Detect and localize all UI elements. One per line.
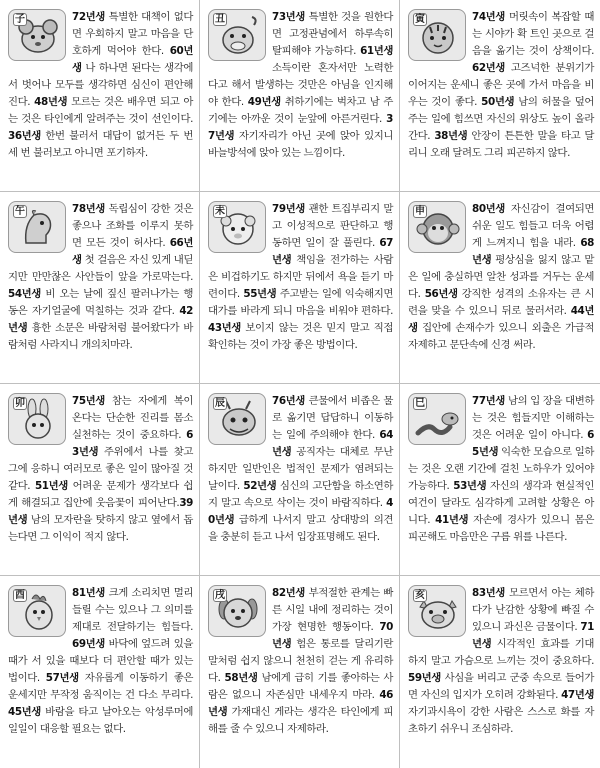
tiger-icon (408, 9, 466, 61)
fortune-line: 고즈넉한 분위기가 이어지는 운세니 좋은 곳에 가서 마음을 비우는 것이 좋다. (408, 62, 594, 108)
zodiac-cell-dog (200, 576, 400, 768)
fortune-line: 취하기에는 벅차고 남 주기에는 아까운 것이 눈앞에 아른거린다. (208, 96, 394, 125)
birth-year: 44년생 (408, 305, 594, 334)
birth-year: 80년생 (472, 203, 505, 215)
fortune-line: 참는 자에게 복이 온다는 단순한 진리를 몸소 실천하는 것이 중요하다. (72, 395, 193, 441)
zodiac-cell-dragon (200, 384, 400, 576)
fortune-line: 괜한 트집부리지 말고 이성적으로 판단하고 행동하면 일이 잘 풀린다. (272, 203, 393, 249)
rat-icon (8, 9, 66, 61)
birth-year: 79년생 (272, 203, 305, 215)
zodiac-cell-monkey (400, 192, 600, 384)
dog-icon (208, 585, 266, 637)
fortune-line: 남에게 급히 기를 좋아하는 사람은 없으니 자존심만 내세우지 마라. (208, 672, 394, 701)
zodiac-label: 午 (15, 206, 25, 217)
fortune-line: 보이지 않는 것은 믿지 말고 직접 확인하는 것이 가장 좋은 방법이다. (208, 322, 393, 351)
fortune-line: 험은 통로를 달리기란 말처럼 쉽지 않으니 천천히 걷는 게 유리하다. (208, 638, 393, 684)
fortune-line: 특별한 것을 원한다면 고정관념에서 하루속히 탈피해야 가능하다. (272, 11, 393, 57)
birth-year: 50년생 (481, 96, 515, 108)
fortune-line: 바람을 타고 날아오는 악성루머에 일일이 대응할 필요는 없다. (8, 706, 194, 735)
fortune-line: 주위에서 나를 찾고 그에 응하니 여러모로 좋은 일이 많아질 것 같다. (8, 446, 194, 492)
birth-year: 66년생 (72, 237, 193, 266)
fortune-line: 소득이란 혼자서만 노력한다고 해서 발생하는 것만은 아님을 인지해야 한다. (208, 62, 393, 108)
fortune-line: 독립심이 강한 것은 좋으나 조화를 이루지 못하면 모든 것이 허사다. (72, 203, 193, 249)
fortune-line: 집안에 손재수가 있으니 외출은 가급적 자제하고 문단속에 신경 써라. (408, 322, 594, 351)
birth-year: 77년생 (472, 395, 505, 407)
birth-year: 65년생 (472, 429, 594, 458)
zodiac-label: 丑 (215, 14, 225, 25)
fortune-line: 사심을 버리고 군중 속으로 들어가면 자신의 입지가 오히려 강화된다. (408, 672, 594, 701)
fortune-line: 자신감이 결여되면 쉬운 일도 힘들고 더욱 어렵게 느껴지니 힘을 내라. (472, 203, 594, 249)
fortune-line: 남의 모자란을 탓하지 않고 옆에서 돕는다면 그 이익이 적지 않다. (8, 514, 193, 543)
fortune-line: 모르면서 아는 체하다가 난감한 상황에 빠질 수 있으니 과신은 금물이다. (472, 587, 595, 633)
zodiac-label: 未 (215, 206, 225, 217)
birth-year: 56년생 (424, 288, 458, 300)
zodiac-cell-horse (0, 192, 200, 384)
fortune-line: 책임을 전가하는 사람은 비겁하기도 하지만 뒤에서 욕을 듣기 마련이다. (208, 254, 393, 300)
zodiac-cell-ox (200, 0, 400, 192)
fortune-line: 자기과시욕이 강한 사람은 스스로 화를 자초하기 쉬우니 조심하라. (408, 706, 594, 735)
birth-year: 72년생 (72, 11, 105, 23)
birth-year: 62년생 (472, 62, 505, 74)
fortune-line: 익숙한 모습으로 일하는 것은 오랜 기간에 걸친 노하우가 있어야 가능하다. (408, 446, 595, 492)
birth-year: 45년생 (8, 706, 41, 718)
fortune-line: 부적절한 관계는 빠른 시일 내에 정리하는 것이 가장 현명한 행동이다. (272, 587, 393, 633)
fortune-line: 첫 걸음은 자신 있게 내딛지만 만만찮은 사안들이 앞을 가로막는다. (8, 254, 193, 283)
birth-year: 78년생 (72, 203, 105, 215)
birth-year: 60년생 (72, 45, 193, 74)
fortune-line: 강직한 성격의 소유자는 큰 시련을 맞을 수 있으니 뒤로 물러서라. (408, 288, 594, 317)
fortune-line: 자신의 생각과 현실적인 여건이 달라도 심각하게 고려할 상황은 아니다. (408, 480, 594, 526)
fortune-line: 공직자는 대체로 무난하지만 일반인은 법적인 문제가 염려되는 날이다. (208, 446, 393, 492)
fortune-line: 크게 소리치면 멀리 들릴 수는 있으나 그 의미를 제대로 전달하기는 힘들다. (72, 587, 193, 633)
fortune-line: 시각적인 효과를 기대하지 말고 가슴으로 느끼는 것이 중요하다. (408, 638, 594, 667)
fortune-line: 남의 허물을 덮어주는 일에 힘쓰면 자신의 위상도 높이 올라간다. (408, 96, 594, 142)
snake-icon (408, 393, 466, 445)
birth-year: 59년생 (408, 672, 441, 684)
birth-year: 39년생 (8, 497, 193, 526)
birth-year: 46년생 (208, 689, 393, 718)
fortune-line: 한번 불러서 대답이 없거든 두 번 세 번 불러보고 아니면 포기하자. (8, 130, 193, 159)
birth-year: 49년생 (247, 96, 281, 108)
birth-year: 41년생 (435, 514, 469, 526)
zodiac-label: 子 (15, 14, 25, 25)
zodiac-label: 酉 (15, 590, 25, 601)
fortune-line: 자손에 경사가 있으니 몸은 피곤해도 마음만은 구름 위를 나른다. (408, 514, 595, 543)
birth-year: 52년생 (243, 480, 277, 492)
fortune-line: 흉한 소문은 바람처럼 불어왔다가 바람처럼 사라지니 개의치마라. (8, 322, 193, 351)
sheep-icon (208, 201, 266, 253)
birth-year: 61년생 (360, 45, 393, 57)
fortune-line: 큰물에서 비좁은 물로 옮기면 답답하니 이동하는 일에 주의해야 한다. (272, 395, 393, 441)
birth-year: 67년생 (272, 237, 393, 266)
dragon-icon (208, 393, 266, 445)
fortune-line: 모르는 것은 배우면 되고 아는 것은 타인에게 알려주는 것이 선인이다. (8, 96, 193, 125)
zodiac-label: 卯 (15, 398, 25, 409)
fortune-line: 급하게 나서지 말고 상대방의 의견을 충분히 듣고 나서 입장표명해도 된다. (208, 514, 393, 543)
birth-year: 55년생 (243, 288, 277, 300)
birth-year: 76년생 (272, 395, 305, 407)
rabbit-icon (8, 393, 66, 445)
ox-icon (208, 9, 266, 61)
zodiac-cell-sheep (200, 192, 400, 384)
birth-year: 51년생 (34, 480, 68, 492)
fortune-line: 자유롭게 이동하기 좋은 운세지만 무작정 움직이는 건 다소 무리다. (8, 672, 193, 701)
pig-icon (408, 585, 466, 637)
fortune-line: 안장이 튼튼한 말을 타고 달리니 오래 달려도 그리 피곤하지 않다. (408, 130, 595, 159)
fortune-line: 나 하나면 된다는 생각에서 벗어나 모두를 생각하면 심신이 편안해진다. (8, 62, 193, 108)
birth-year: 38년생 (434, 130, 468, 142)
zodiac-cell-tiger (400, 0, 600, 192)
birth-year: 83년생 (472, 587, 505, 599)
fortune-line: 비 오는 날에 짚신 팔러나가는 행동은 자기얼굴에 먹칠하는 것과 같다. (8, 288, 193, 317)
zodiac-cell-rabbit (0, 384, 200, 576)
zodiac-cell-pig (400, 576, 600, 768)
zodiac-cell-rooster (0, 576, 200, 768)
zodiac-cell-snake (400, 384, 600, 576)
birth-year: 57년생 (45, 672, 79, 684)
zodiac-label: 亥 (415, 590, 425, 601)
zodiac-label: 戌 (215, 590, 225, 601)
zodiac-cell-rat (0, 0, 200, 192)
birth-year: 53년생 (453, 480, 487, 492)
rooster-icon (8, 585, 66, 637)
birth-year: 73년생 (272, 11, 305, 23)
fortune-line: 심신의 고단함을 하소연하지 말고 속으로 삭이는 것이 바람직하다. (208, 480, 393, 509)
horse-icon (8, 201, 66, 253)
birth-year: 69년생 (72, 638, 105, 650)
fortune-line: 평상심을 잃지 않고 맡은 일에 충실하면 알찬 성과를 거두는 운세다. (408, 254, 594, 300)
birth-year: 71년생 (472, 621, 594, 650)
birth-year: 48년생 (34, 96, 68, 108)
fortune-line: 주고받는 일에 익숙해지면 대가를 바라게 되니 마음을 비워야 편하다. (208, 288, 393, 317)
birth-year: 47년생 (561, 689, 594, 701)
zodiac-label: 寅 (415, 14, 425, 25)
fortune-line: 남의 입 장을 대변하는 것은 힘들지만 이해하는 것은 어려운 일이 아니다. (472, 395, 595, 441)
birth-year: 75년생 (72, 395, 105, 407)
fortune-line: 바닥에 엎드려 있을 때가 서 있을 때보다 더 편안할 때가 있는 법이다. (8, 638, 193, 684)
birth-year: 74년생 (472, 11, 505, 23)
monkey-icon (408, 201, 466, 253)
birth-year: 54년생 (8, 288, 41, 300)
birth-year: 82년생 (272, 587, 305, 599)
birth-year: 70년생 (272, 621, 393, 650)
birth-year: 63년생 (72, 429, 193, 458)
birth-year: 40년생 (208, 497, 393, 526)
birth-year: 42년생 (8, 305, 193, 334)
birth-year: 64년생 (272, 429, 393, 458)
fortune-line: 특별한 대책이 없다면 우회하지 말고 마음을 단호하게 먹어야 한다. (72, 11, 193, 57)
birth-year: 43년생 (208, 322, 241, 334)
zodiac-label: 申 (415, 206, 425, 217)
birth-year: 68년생 (472, 237, 594, 266)
birth-year: 58년생 (224, 672, 258, 684)
zodiac-label: 巳 (415, 398, 425, 409)
birth-year: 36년생 (8, 130, 41, 142)
fortune-line: 어려운 문제가 생각보다 쉽게 해결되고 집안에 웃음꽃이 피어난다. (8, 480, 193, 509)
fortune-line: 가재대신 게라는 생각은 타인에게 피해를 줄 수 있으니 자제하라. (208, 706, 393, 735)
birth-year: 81년생 (72, 587, 105, 599)
birth-year: 37년생 (208, 113, 393, 142)
zodiac-label: 辰 (215, 398, 225, 409)
fortune-line: 자기자리가 아닌 곳에 앉아 있지니 바늘방석에 앉아 있는 느낌이다. (208, 130, 393, 159)
fortune-line: 머릿속이 복잡할 때는 시야가 확 트인 곳으로 걸음을 옮기는 것이 상책이다. (472, 11, 595, 57)
